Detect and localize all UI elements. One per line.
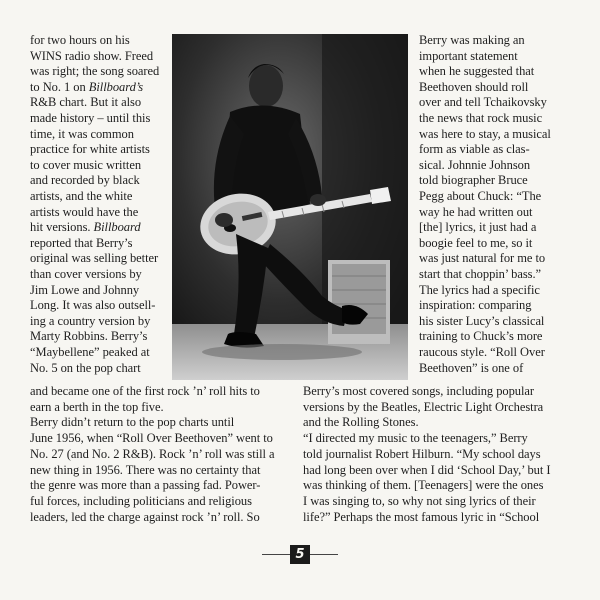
left-column-line-16: than cover versions by	[30, 267, 142, 281]
left-column-line-8: practice for white artists	[30, 142, 150, 157]
left-column-line-4: to No. 1 on Billboard’s	[30, 79, 144, 94]
right-column-line-6: the news that rock music	[419, 111, 543, 125]
right-column-line-16: start that choppin’ bass.”	[419, 267, 542, 281]
right-column-line-14: boogie feel to me, so it	[419, 235, 533, 250]
right-column-line-15: was just natural for me to	[419, 251, 546, 266]
right-wide-line-4: “I directed my music to the teenagers,” Berry	[303, 431, 528, 446]
left-column-line-1: for two hours on his	[30, 33, 130, 47]
left-column-line-21: “Maybellene” peaked at	[30, 345, 150, 359]
left-column-line-13: hit versions. Billboard	[30, 220, 141, 235]
left-wide-line-2: earn a berth in the top five.	[30, 399, 164, 414]
left-column-line-12: artists would have the	[30, 204, 139, 219]
left-column-line-11: artists, and the white	[30, 189, 133, 203]
page-number: 5	[290, 545, 310, 564]
left-wide-line-5: No. 27 (and No. 2 R&B). Rock ’n’ roll was still a	[30, 446, 275, 461]
left-column-line-9: to cover music written	[30, 157, 142, 172]
right-column-line-3: when he suggested that	[419, 64, 535, 79]
left-column-line-6: made history – until this	[30, 111, 151, 125]
right-column-line-1: Berry was making an	[419, 33, 525, 47]
left-column-line-19: ing a country version by	[30, 313, 151, 328]
right-column-line-7: was here to stay, a musical	[419, 126, 551, 141]
right-column-line-19: his sister Lucy’s classical	[419, 313, 545, 328]
right-column-line-20: training to Chuck’s more	[419, 329, 543, 344]
left-column-line-3: was right; the song soared	[30, 64, 160, 79]
left-wide-line-7: the genre was more than a passing fad. Power-	[30, 478, 261, 493]
right-wide-line-9: life?” Perhaps the most famous lyric in “School	[303, 509, 540, 524]
left-column-line-18: Long. It was also outsell-	[30, 298, 156, 313]
right-column-line-10: told biographer Bruce	[419, 173, 528, 188]
right-wide-line-2: versions by the Beatles, Electric Light Orchestra	[303, 399, 544, 414]
right-wide-line-6: had long been over when I did ‘School Day,’ but I	[303, 462, 551, 477]
left-wide-line-3: Berry didn’t return to the pop charts until	[30, 415, 235, 430]
right-column-line-4: Beethoven should roll	[419, 79, 529, 94]
left-column-line-17: Jim Lowe and Johnny	[30, 282, 140, 297]
right-column-line-8: form as viable as clas-	[419, 142, 530, 157]
left-wide-line-8: ful forces, including politicians and religious	[30, 493, 252, 508]
right-column-line-2: important statement	[419, 48, 518, 63]
left-column-line-5: R&B chart. But it also	[30, 95, 142, 110]
right-wide-line-7: was thinking of them. [Teenagers] were the ones	[303, 478, 544, 493]
left-wide-line-6: new thing in 1956. There was no certainty that	[30, 462, 261, 477]
right-column-line-22: Beethoven” is one of	[419, 360, 524, 375]
left-column-line-10: and recorded by black	[30, 173, 140, 188]
right-wide-line-8: I was singing to, so why not sing lyrics of their	[303, 493, 536, 508]
left-wide-line-1: and became one of the first rock ’n’ roll hits to	[30, 384, 260, 398]
right-wide-line-1: Berry’s most covered songs, including popular	[303, 384, 535, 398]
left-column-line-2: WINS radio show. Freed	[30, 48, 154, 63]
right-column-line-5: over and tell Tchaikovsky	[419, 95, 547, 110]
photo-chuck-berry-guitar	[172, 34, 408, 380]
left-column-line-15: original was selling better	[30, 251, 159, 266]
right-column-line-11: Pegg about Chuck: “The	[419, 189, 542, 203]
right-column-line-12: way he had written out	[419, 204, 533, 219]
right-wide-line-5: told journalist Robert Hilburn. “My school days	[303, 446, 541, 461]
right-column-line-21: raucous style. “Roll Over	[419, 345, 545, 359]
right-column-line-18: inspiration: comparing	[419, 298, 532, 313]
left-column-line-22: No. 5 on the pop chart	[30, 360, 141, 375]
right-column-line-17: The lyrics had a specific	[419, 282, 540, 297]
right-column-line-13: [the] lyrics, it just had a	[419, 220, 537, 235]
page-footer	[262, 544, 338, 566]
left-wide-line-9: leaders, led the charge against rock ’n’ roll. So	[30, 509, 260, 524]
left-column-line-20: Marty Robbins. Berry’s	[30, 329, 148, 344]
right-column-line-9: sical. Johnnie Johnson	[419, 157, 531, 172]
left-column-line-14: reported that Berry’s	[30, 235, 133, 250]
left-column-line-7: time, it was common	[30, 126, 134, 141]
right-wide-line-3: and the Rolling Stones.	[303, 415, 419, 430]
left-wide-line-4: June 1956, when “Roll Over Beethoven” went to	[30, 431, 273, 446]
